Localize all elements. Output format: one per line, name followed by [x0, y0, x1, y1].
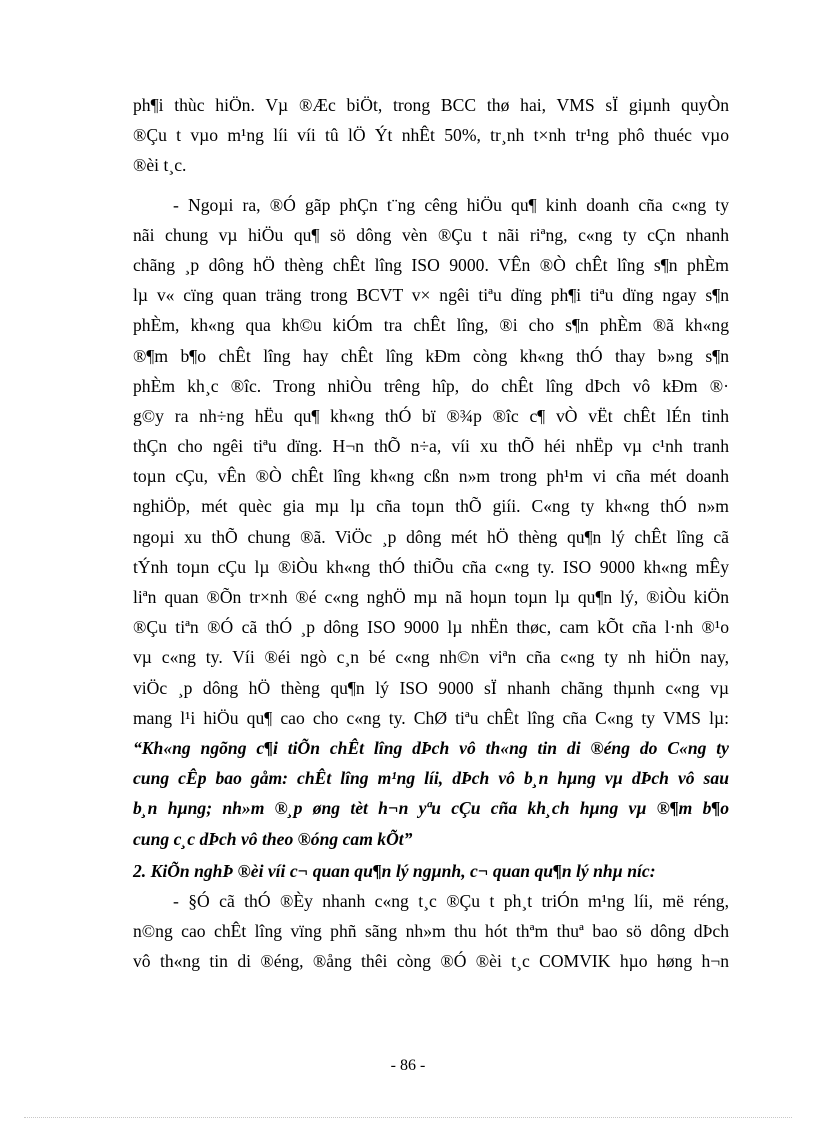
text-line: n©ng cao chÊt lîng vïng phñ sãng nh»m thu hót thªm thuª bao sö dông dÞch [133, 921, 729, 942]
quote-line: cung c¸c dÞch vô theo ®óng cam kÕt” [133, 828, 413, 849]
text-line: nãi chung vµ hiÖu qu¶ sö dông vèn ®Çu t nãi riªng, c«ng ty cÇn nhanh [133, 224, 729, 245]
text-line: g©y ra nh÷ng hËu qu¶ kh«ng thÓ bï ®¾p ®îc c¶ vÒ vËt chÊt lÉn tinh [133, 405, 729, 426]
quote-line: “Kh«ng ngõng c¶i tiÕn chÊt lîng dÞch vô th«ng tin di ®éng do C«ng ty [133, 737, 729, 758]
quality-quote [133, 733, 729, 854]
paragraph-3 [133, 886, 729, 977]
quote-line: cung cÊp bao gåm: chÊt lîng m¹ng líi, dÞch vô b¸n hµng vµ dÞch vô sau [133, 768, 729, 789]
quote-line: b¸n hµng; nh»m ®¸p øng tèt h¬n yªu cÇu cña kh¸ch hµng vµ ®¶m b¶o [133, 798, 729, 819]
text-line: viÖc ¸p dông hÖ thèng qu¶n lý ISO 9000 sÏ nhanh chãng thµnh c«ng vµ [133, 677, 729, 698]
text-line: ®Çu t vµo m¹ng líi víi tû lÖ Ýt nhÊt 50%, tr¸nh t×nh tr¹ng phô thuéc vµo [133, 125, 729, 146]
text-line: ngoµi xu thÕ chung ®ã. ViÖc ¸p dông mét hÖ thèng qu¶n lý chÊt lîng cã [133, 526, 729, 547]
text-line: ph¶i thùc hiÖn. Vµ ®Æc biÖt, trong BCC thø hai, VMS sÏ giµnh quyÒn [133, 95, 729, 115]
paragraph-1 [133, 90, 729, 181]
text-line: mang l¹i hiÖu qu¶ cao cho c«ng ty. ChØ tiªu chÊt lîng cña C«ng ty VMS lµ: [133, 707, 729, 728]
page-number: - 86 - [390, 1057, 426, 1074]
text-line: nghiÖp, mét quèc gia mµ lµ cña toµn thÕ giíi. C«ng ty kh«ng thÓ n»m [133, 496, 729, 517]
body-text [133, 90, 729, 976]
text-line: thÇn cho ngêi tiªu dïng. H¬n thÕ n÷a, víi xu thÕ héi nhËp vµ c¹nh tranh [133, 436, 729, 457]
section-heading: 2. KiÕn nghÞ ®èi víi c¬ quan qu¶n lý ngµnh, c¬ quan qu¶n lý nhµ níc: [133, 860, 656, 881]
text-line: lµ v« cïng quan träng trong BCVT v× ngêi tiªu dïng ph¶i tiªu dïng ngay s¶n [133, 285, 729, 306]
text-line: liªn quan ®Õn tr×nh ®é c«ng nghÖ mµ nã hoµn toµn lµ qu¶n lý, ®iÒu kiÖn [133, 587, 729, 607]
text-line: toµn cÇu, vÊn ®Ò chÊt lîng kh«ng cßn n»m trong ph¹m vi cña mét doanh [133, 466, 729, 487]
text-line: ®Çu tiªn ®Ó cã thÓ ¸p dông ISO 9000 lµ nhËn thøc, cam kÕt cña l·nh ®¹o [133, 617, 729, 638]
text-line: chãng ¸p dông hÖ thèng chÊt lîng ISO 9000. VÊn ®Ò chÊt lîng s¶n phÈm [133, 254, 729, 275]
text-line: - Ngoµi ra, ®Ó gãp phÇn t¨ng cêng hiÖu qu¶ kinh doanh cña c«ng ty [173, 194, 729, 215]
text-line: phÈm, kh«ng qua kh©u kiÓm tra chÊt lîng, ®i cho s¶n phÈm ®ã kh«ng [133, 315, 729, 336]
text-line: tÝnh toµn cÇu lµ ®iÒu kh«ng thÓ thiÕu cña c«ng ty. ISO 9000 kh«ng mÊy [133, 556, 729, 577]
text-line: vô th«ng tin di ®éng, ®ång thêi còng ®Ó ®èi t¸c COMVIK hµo høng h¬n [133, 951, 729, 972]
text-line: ®¶m b¶o chÊt lîng hay chÊt lîng kÐm còng kh«ng thÓ thay b»ng s¶n [133, 345, 729, 366]
text-line: vµ c«ng ty. Víi ®éi ngò c¸n bé c«ng nh©n viªn cña c«ng ty nh hiÖn nay, [133, 647, 729, 668]
text-line: phÈm kh¸c ®îc. Trong nhiÒu trêng hîp, do chÊt lîng dÞch vô kÐm ®· [133, 375, 729, 396]
page-bottom-divider [24, 1117, 792, 1118]
paragraph-2 [133, 190, 729, 733]
text-line: ®èi t¸c. [133, 155, 187, 176]
text-line: - §Ó cã thÓ ®Èy nhanh c«ng t¸c ®Çu t ph¸t triÓn m¹ng líi, më réng, [173, 890, 729, 911]
